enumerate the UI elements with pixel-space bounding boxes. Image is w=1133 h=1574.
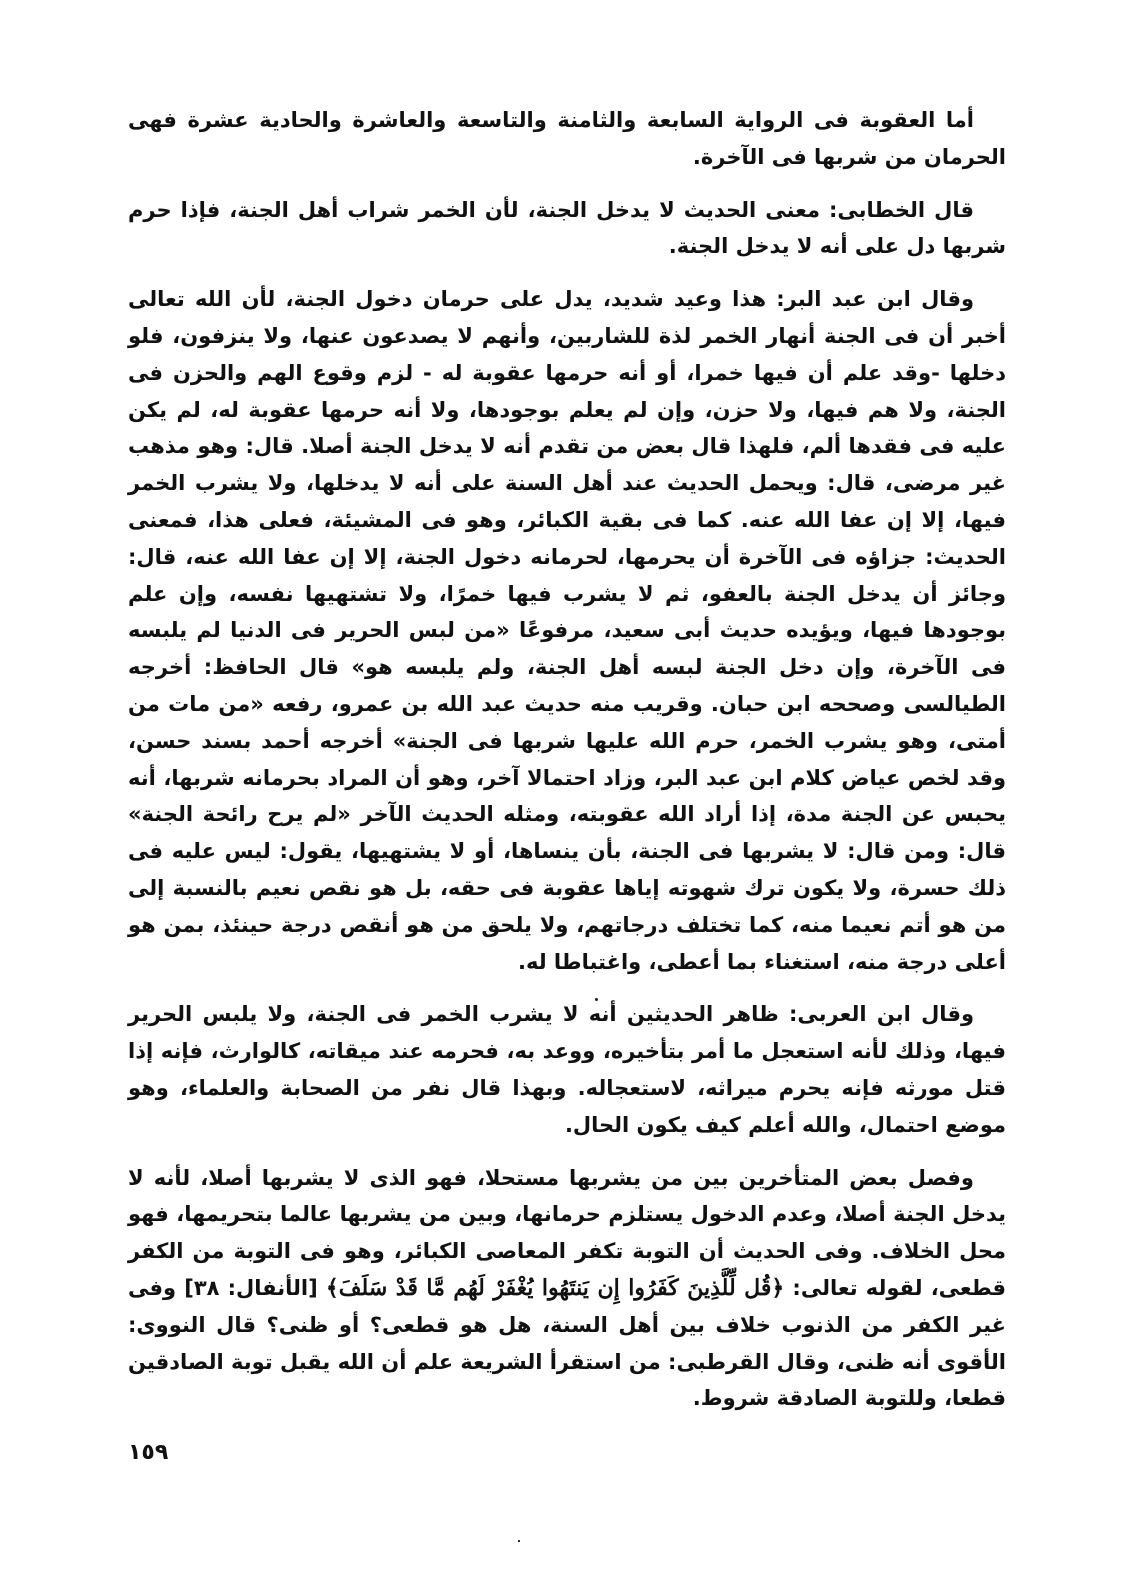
paragraph-later-scholars xyxy=(128,1160,1006,1418)
paragraph-text-before-verse: وفصل بعض المتأخرين بين من يشربها مستحلا، فهو الذى لا يشربها أصلا، لأنه لا يدخل الجنة أصلا، وعدم الدخول يستلزم حرمانها، وبين من يشربها عالما بتحريمها، فهو محل الخلاف. وفى الحديث أن التوبة تكفر المعاصى الكبائر، وهو فى التوبة من الكفر قطعى، لقوله تعالى: xyxy=(128,1165,1006,1300)
paragraph-text-after-verse: [الأنفال: ٣٨] وفى غير الكفر من الذنوب خلاف بين أهل السنة، هل هو قطعى؟ أو ظنى؟ قال النووى: الأقوى أنه ظنى، وقال القرطبى: من استقرأ الشريعة علم أن الله يقبل توبة الصادقين قطعا، وللتوبة الصادقة شروط. xyxy=(128,1275,1006,1411)
paragraph-ibn-al-arabi: وقال ابن العربى: ظاهر الحديثين أنه لا يشرب الخمر فى الجنة، ولا يلبس الحرير فيها، وذلك لأنه استعجل ما أمر بتأخيره، ووعد به، فحرمه عند ميقاته، كالوارث، فإنه إذا قتل مورثه فإنه يحرم ميراثه، لاستعجاله. وبهذا قال نفر من الصحابة والعلماء، وهو موضع احتمال، والله أعلم كيف يكون الحال. xyxy=(128,1002,1006,1137)
page-number: ١٥٩ xyxy=(128,1440,169,1465)
paragraph-punishment: أما العقوبة فى الرواية السابعة والثامنة والتاسعة والعاشرة والحادية عشرة فهى الحرمان من شربها فى الآخرة. xyxy=(128,108,1006,169)
paragraph-khattabi: قال الخطابى: معنى الحديث لا يدخل الجنة، لأن الخمر شراب أهل الجنة، فإذا حرم شربها دل على أنه لا يدخل الجنة. xyxy=(128,197,1006,259)
scan-dot-mark xyxy=(595,998,598,1001)
quran-verse: ﴿قُل لِّلَّذِينَ كَفَرُوا إِن يَنتَهُوا يُغْفَرْ لَهُم مَّا قَدْ سَلَفَ﴾ xyxy=(325,1274,785,1301)
document-page xyxy=(128,102,1006,1433)
scan-speck xyxy=(518,1540,520,1542)
paragraph-ibn-abd-al-barr: وقال ابن عبد البر: هذا وعيد شديد، يدل على حرمان دخول الجنة، لأن الله تعالى أخبر أن فى الجنة أنهار الخمر لذة للشاربين، وأنهم لا يصدعون عنها، ولا ينزفون، فلو دخلها -وقد علم أن فيها خمرا، أو أنه حرمها عقوبة له - لزم وقوع الهم والحزن فى الجنة، ولا هم فيها، ولا حزن، وإن لم يعلم بوجودها، ولا أنه حرمها عقوبة له، لم يكن عليه فى فقدها ألم، فلهذا قال بعض من تقدم أنه لا يدخل الجنة أصلا. قال: وهو مذهب غير مرضى، قال: ويحمل الحديث عند أهل السنة على أنه لا يدخلها، ولا يشرب الخمر فيها، إلا إن عفا الله عنه. كما فى بقية الكبائر، وهو فى المشيئة، فعلى هذا، فمعنى الحديث: جزاؤه فى الآخرة أن يحرمها، لحرمانه دخول الجنة، إلا إن عفا الله عنه، قال: وجائز أن يدخل الجنة بالعفو، ثم لا يشرب فيها خمرًا، ولا تشتهيها نفسه، وإن علم بوجودها فيها، ويؤيده حديث أبى سعيد، مرفوعًا «من لبس الحرير فى الدنيا لم يلبسه فى الآخرة، وإن دخل الجنة لبسه أهل الجنة، ولم يلبسه هو» قال الحافظ: أخرجه الطيالسى وصححه ابن حبان. وقريب منه حديث عبد الله بن عمرو، رفعه «من مات من أمتى، وهو يشرب الخمر، حرم الله عليها شربها فى الجنة» أخرجه أحمد بسند حسن، وقد لخص عياض كلام ابن عبد البر، وزاد احتمالا آخر، وهو أن المراد بحرمانه شربها، أنه يحبس عن الجنة مدة، إذا أراد الله عقوبته، ومثله الحديث الآخر «لم يرح رائحة الجنة» قال: ومن قال: لا يشربها فى الجنة، بأن ينساها، أو لا يشتهيها، يقول: ليس عليه فى ذلك حسرة، ولا يكون ترك شهوته إياها عقوبة فى حقه، بل هو نقص نعيم بالنسبة إلى من هو أتم نعيما منه، كما تختلف درجاتهم، ولا يلحق من هو أنقص درجة حينئذ، بمن هو أعلى درجة منه، استغناء بما أعطى، واغتباطا له. xyxy=(128,287,1006,974)
